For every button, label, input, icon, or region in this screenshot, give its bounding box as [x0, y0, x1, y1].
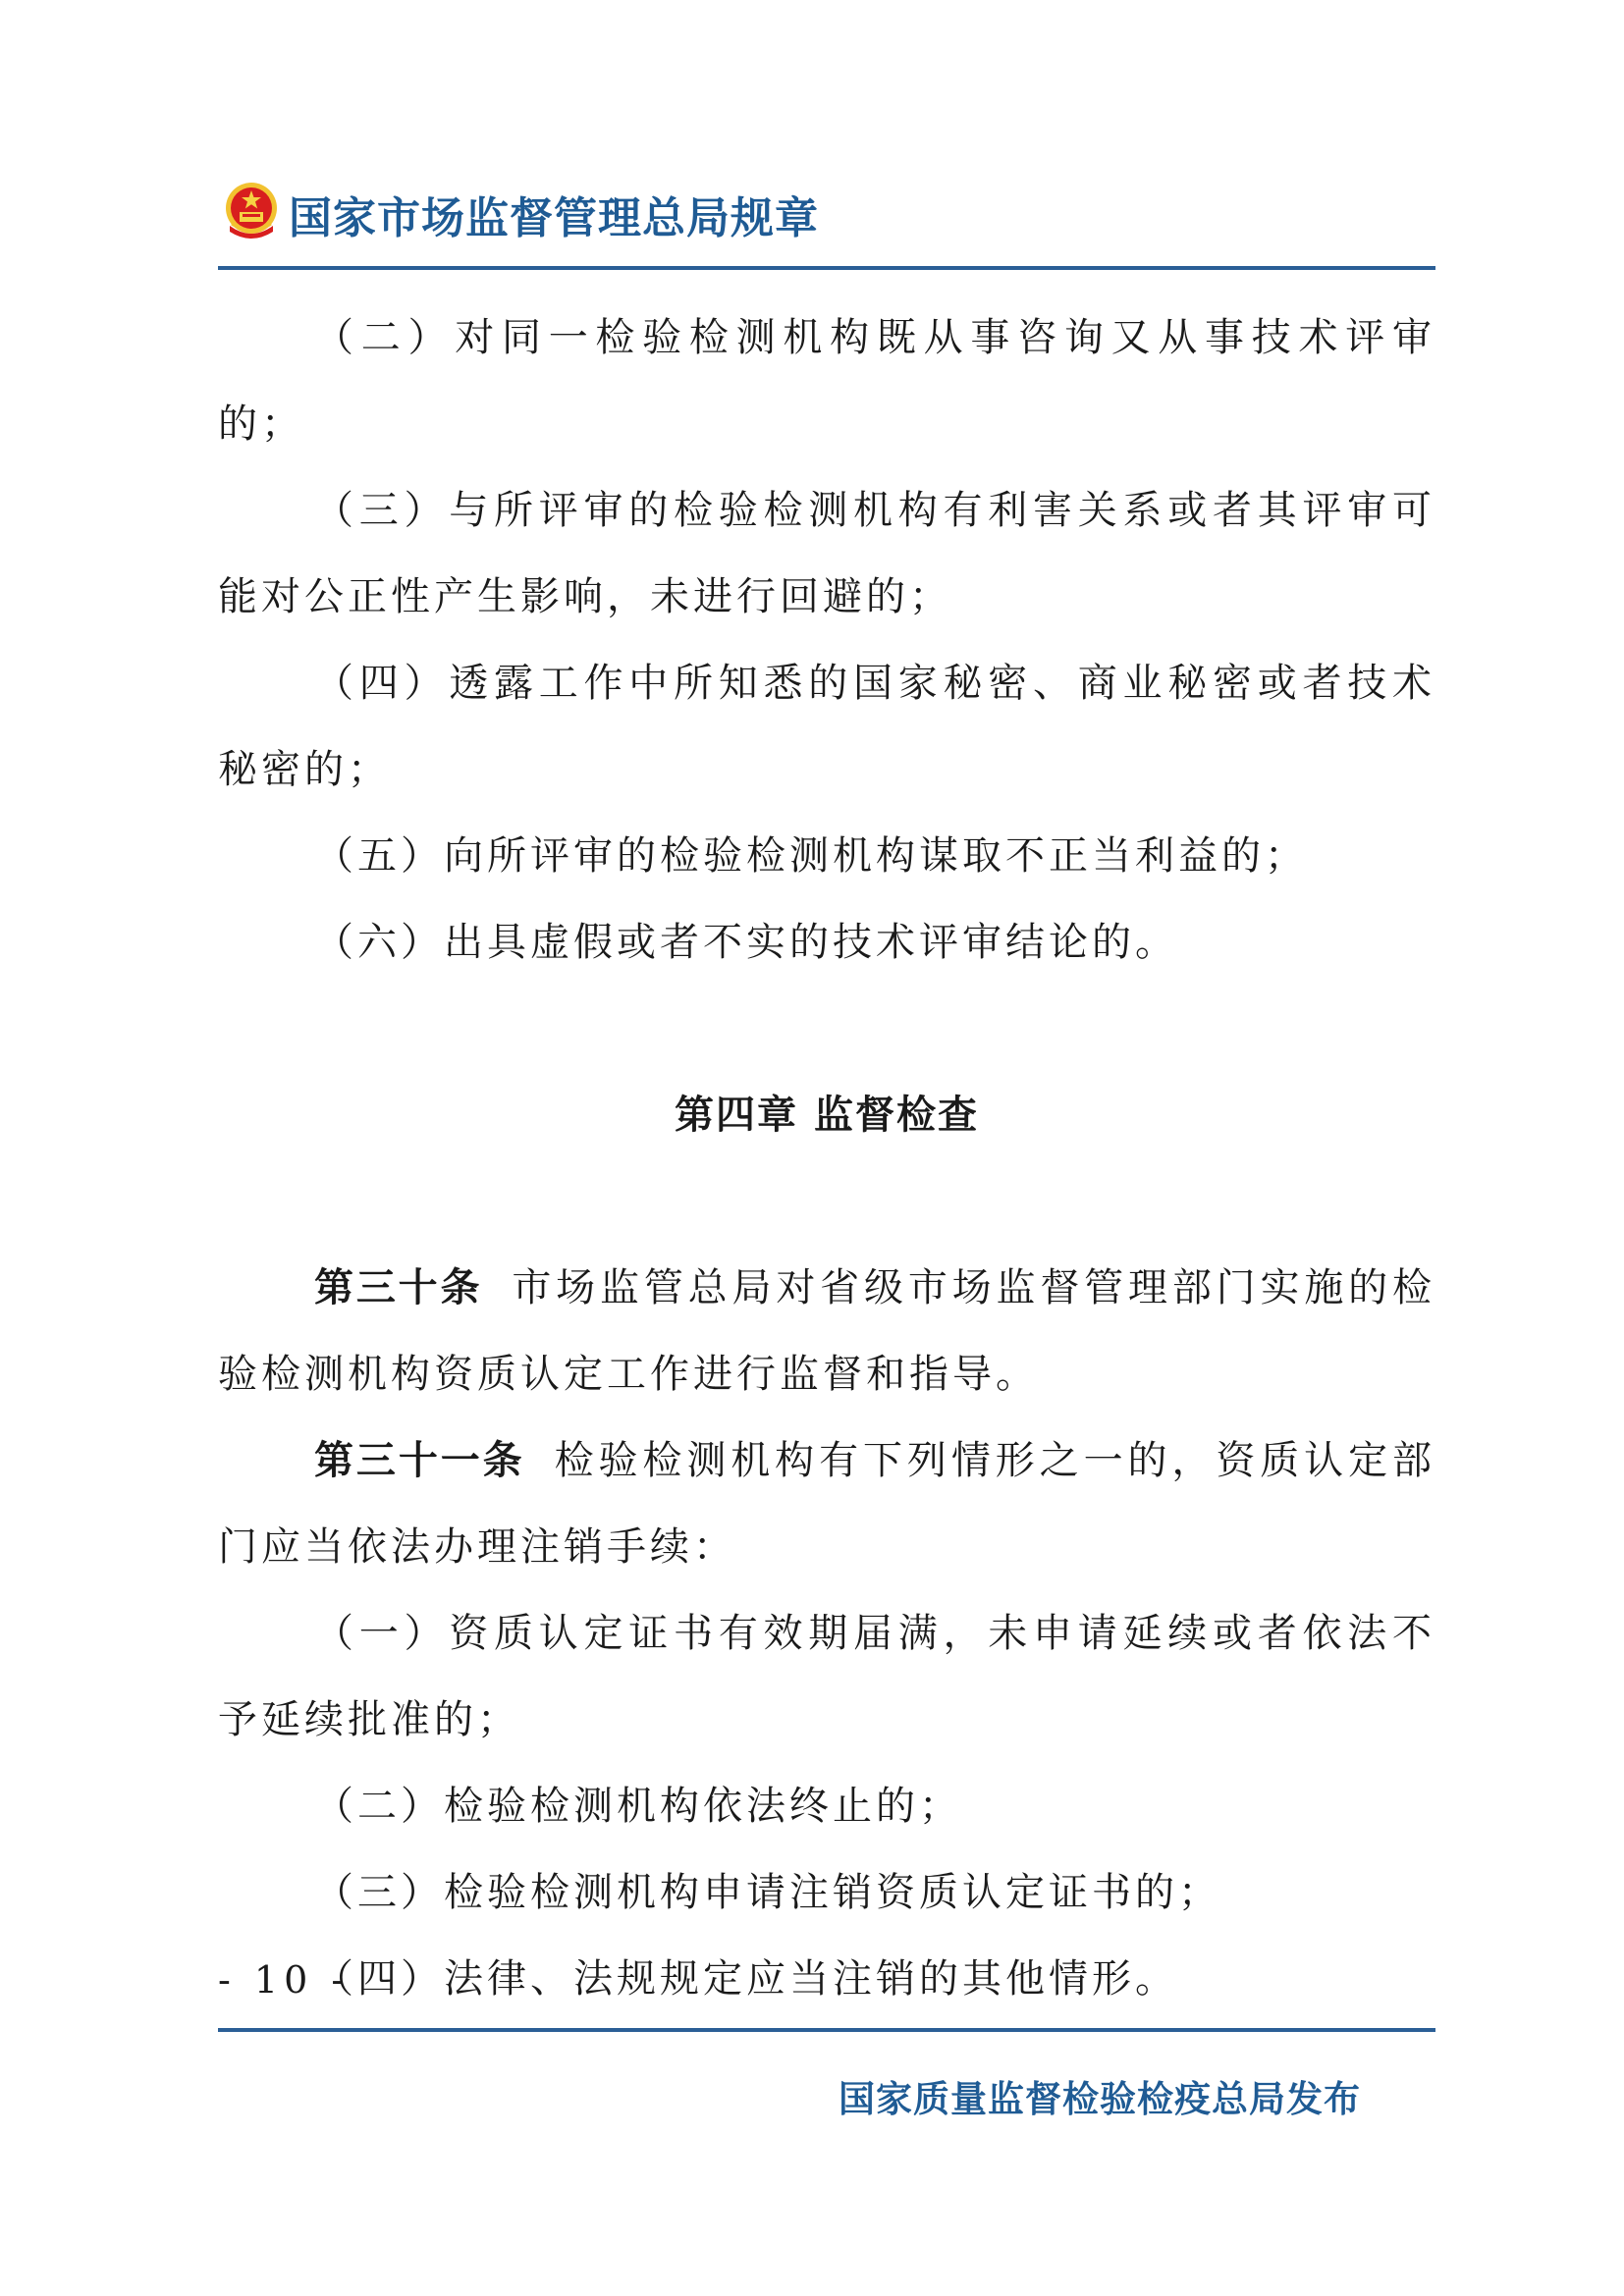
header-divider — [218, 266, 1435, 270]
footer-publisher: 国家质量监督检验检疫总局发布 — [839, 2078, 1361, 2120]
document-header — [218, 177, 1435, 247]
page-number: - 10 - — [218, 1958, 351, 2002]
spacer — [218, 986, 1435, 1072]
footer-divider — [218, 2028, 1435, 2032]
document-body — [218, 294, 1435, 2022]
list-item: （二）检验检测机构依法终止的； — [314, 1784, 962, 1829]
list-item: （五）向所评审的检验检测机构谋取不正当利益的； — [314, 833, 1308, 879]
list-item: （三）与所评审的检验检测机构有利害关系或者其评审可能对公正性产生影响，未进行回避的； — [218, 488, 1435, 619]
national-emblem-icon — [224, 181, 279, 241]
spacer — [218, 1158, 1435, 1245]
list-item: （六）出具虚假或者不实的技术评审结论的。 — [314, 920, 1178, 965]
article-text: 市场监管总局对省级市场监督管理部门实施的检验检测机构资质认定工作进行监督和指导。 — [218, 1265, 1436, 1397]
chapter-title: 第四章 监督检查 — [675, 1093, 979, 1138]
article-label: 第三十一条 — [314, 1438, 525, 1483]
header-title: 国家市场监督管理总局规章 — [289, 193, 819, 243]
list-item: （四）透露工作中所知悉的国家秘密、商业秘密或者技术秘密的； — [218, 661, 1435, 792]
article-label: 第三十条 — [314, 1265, 483, 1310]
list-item: （一）资质认定证书有效期届满，未申请延续或者依法不予延续批准的； — [218, 1611, 1435, 1742]
list-item: （四）法律、法规规定应当注销的其他情形。 — [314, 1956, 1178, 2002]
list-item: （三）检验检测机构申请注销资质认定证书的； — [314, 1870, 1221, 1915]
article-text: 检验检测机构有下列情形之一的，资质认定部门应当依法办理注销手续： — [218, 1438, 1436, 1570]
article-31 — [218, 1417, 1435, 1590]
list-item: （二）对同一检验检测机构既从事咨询又从事技术评审的； — [218, 315, 1435, 447]
article-30 — [218, 1245, 1435, 1417]
